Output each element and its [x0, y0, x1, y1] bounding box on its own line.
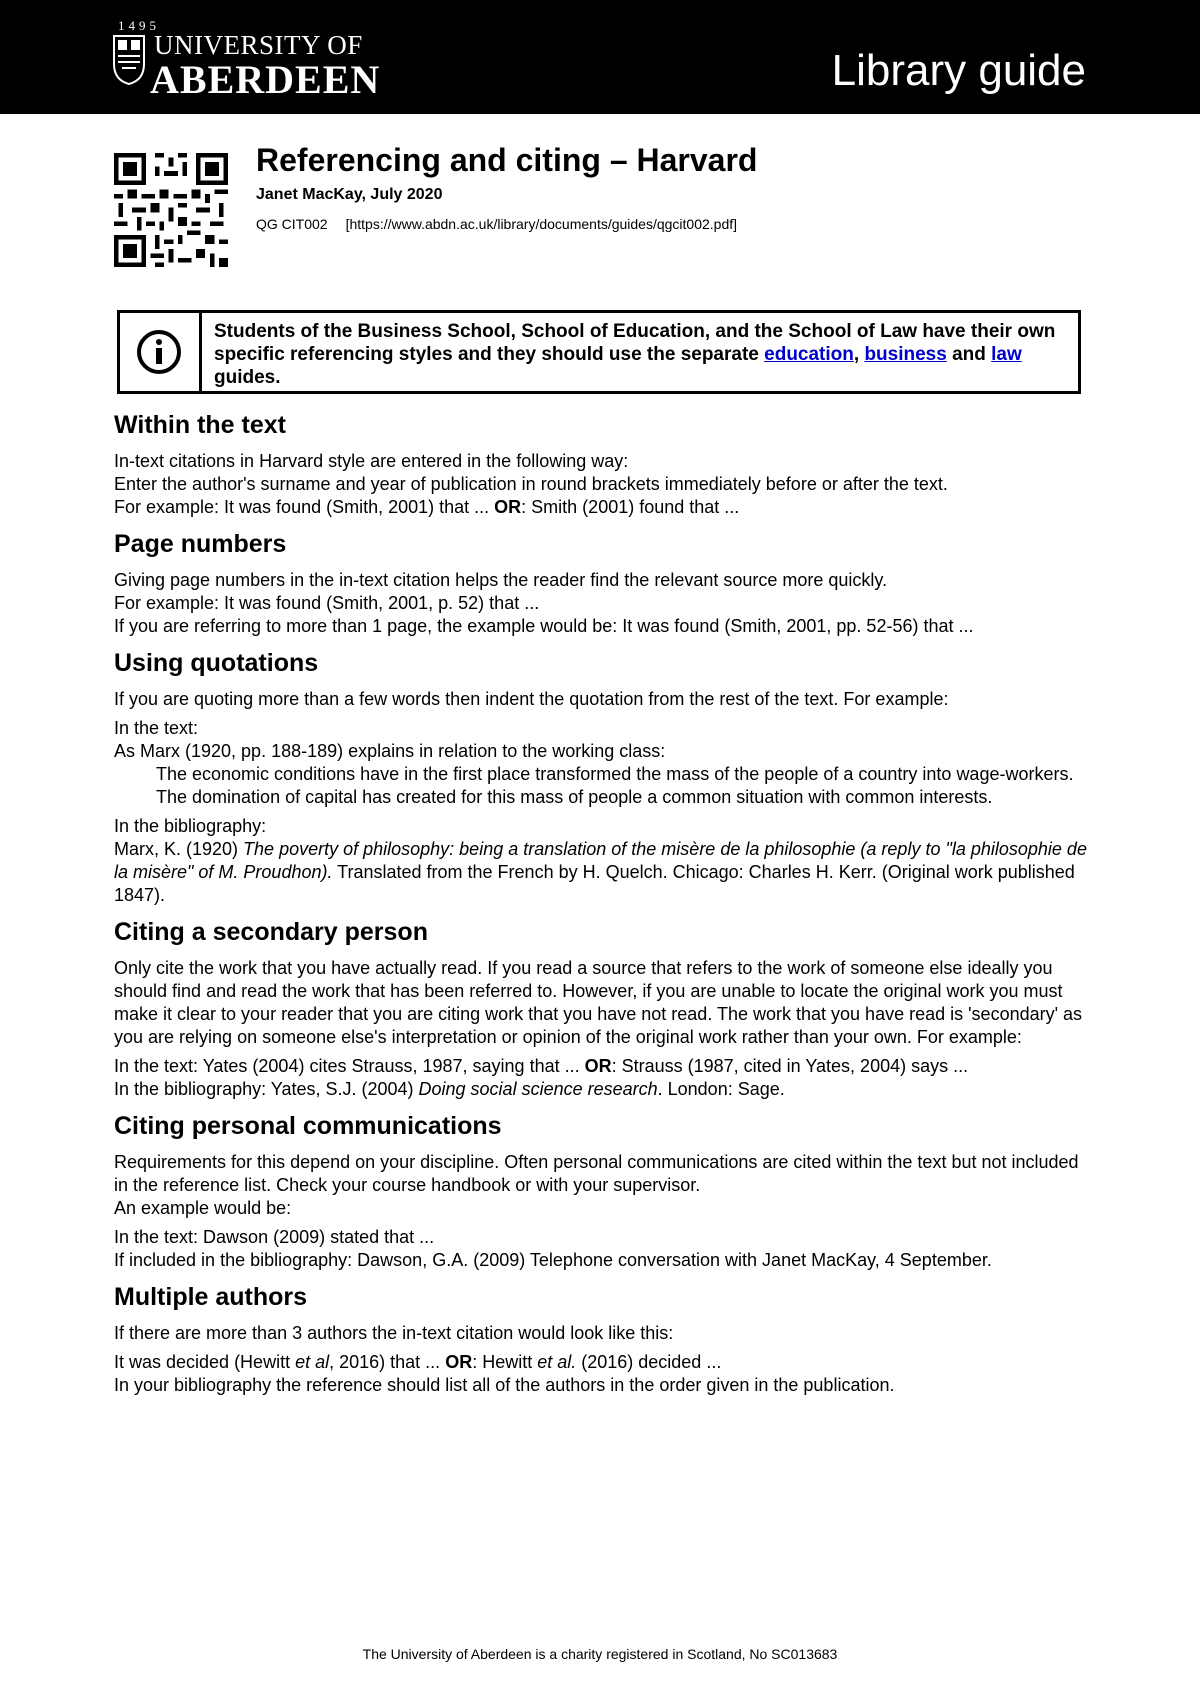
- within-ex-b: : Smith (2001) found that ...: [521, 497, 740, 517]
- guide-code: [256, 216, 737, 232]
- section-personal: [114, 1111, 1090, 1272]
- content: [114, 410, 1090, 1407]
- multiple-etal2: et al.: [537, 1352, 577, 1372]
- secondary-or: OR: [584, 1056, 612, 1076]
- notice-box: [117, 310, 1081, 394]
- within-line1: In-text citations in Harvard style are entered in the following way:: [114, 451, 629, 471]
- block-quote: The economic conditions have in the first place transformed the mass of the people of a country into wage-workers. The domination of capital has created for this mass of people a common situation with common interests.: [156, 764, 1074, 807]
- university-logo[interactable]: [112, 18, 382, 102]
- multiple-or: OR: [445, 1352, 473, 1372]
- within-line2: Enter the author's surname and year of publication in round brackets immediately before or after the text.: [114, 474, 948, 494]
- logo-line1: UNIVERSITY OF: [154, 30, 363, 60]
- notice-text-a: Students of the Business School, School of Education, and the School of Law have their own specific referencing styles and they should use the separate: [214, 321, 1056, 365]
- business-link[interactable]: business: [864, 344, 947, 365]
- marx-reference: [114, 838, 1090, 907]
- section-within-text: [114, 410, 1090, 519]
- multiple-ex-a: It was decided (Hewitt: [114, 1352, 296, 1372]
- section-multiple: [114, 1282, 1090, 1397]
- notice-icon-cell: [120, 313, 202, 391]
- multiple-ex: [114, 1351, 1090, 1374]
- notice-text-b: guides.: [214, 367, 281, 388]
- personal-line2: An example would be:: [114, 1198, 292, 1218]
- logo-line2: ABERDEEN: [150, 57, 381, 102]
- multiple-ex-c: : Hewitt: [472, 1352, 538, 1372]
- within-line3: [114, 496, 1090, 519]
- notice-comma: ,: [853, 344, 865, 365]
- guide-code-id: QG CIT002: [256, 216, 328, 232]
- info-icon: [136, 329, 182, 375]
- secondary-ex1: [114, 1055, 1090, 1078]
- pages-line3: If you are referring to more than 1 page, the example would be: It was found (Smith, 2001, pp. 52-56) that ...: [114, 616, 974, 636]
- secondary-ex1-a: In the text: Yates (2004) cites Strauss, 1987, saying that ...: [114, 1056, 585, 1076]
- secondary-ex2-title: Doing social science research: [418, 1079, 658, 1099]
- secondary-ex2-b: . London: Sage.: [657, 1079, 785, 1099]
- section-page-numbers: [114, 529, 1090, 638]
- multiple-line3: In your bibliography the reference should list all of the authors in the order given in the publication.: [114, 1375, 895, 1395]
- education-link[interactable]: education: [764, 344, 854, 365]
- heading-secondary: Citing a secondary person: [114, 918, 428, 946]
- heading-multiple: Multiple authors: [114, 1283, 308, 1311]
- heading-within-text: Within the text: [114, 411, 286, 439]
- bibliography-label: In the bibliography:: [114, 816, 267, 836]
- quotations-line2: In the text:: [114, 718, 199, 738]
- multiple-line1: If there are more than 3 authors the in-text citation would look like this:: [114, 1323, 674, 1343]
- logo-year: 1495: [118, 18, 160, 33]
- within-ex-a: For example: It was found (Smith, 2001) that ...: [114, 497, 495, 517]
- section-quotations: [114, 648, 1090, 907]
- personal-ex1: In the text: Dawson (2009) stated that ...: [114, 1227, 435, 1247]
- personal-para: Requirements for this depend on your discipline. Often personal communications are cited within the text but not included in the reference list. Check your course handbook or with your supervisor.: [114, 1152, 1079, 1195]
- heading-quotations: Using quotations: [114, 649, 319, 677]
- header-banner: [0, 0, 1200, 114]
- secondary-para: Only cite the work that you have actually read. If you read a source that refers to the work of someone else ideally you should find and read the work that has been referred to. However, if you are unable to locate the original work you must make it clear to your reader that you are citing work that you have not read. The work that you have read is 'secondary' as you are relying on someone else's interpretation or opinion of the original work rather than your own. For example:: [114, 958, 1083, 1047]
- pages-line2: For example: It was found (Smith, 2001, p. 52) that ...: [114, 593, 540, 613]
- library-guide-label: Library guide: [831, 46, 1086, 95]
- heading-personal: Citing personal communications: [114, 1112, 502, 1140]
- pages-line1: Giving page numbers in the in-text citation helps the reader find the relevant source more quickly.: [114, 570, 888, 590]
- multiple-ex-d: (2016) decided ...: [576, 1352, 722, 1372]
- multiple-etal1: et al: [295, 1352, 330, 1372]
- section-secondary: [114, 917, 1090, 1101]
- page-title: Referencing and citing – Harvard: [256, 142, 758, 178]
- secondary-ex2: [114, 1078, 1090, 1101]
- personal-ex2: If included in the bibliography: Dawson, G.A. (2009) Telephone conversation with Janet MacKay, 4 September.: [114, 1250, 992, 1270]
- law-link[interactable]: law: [991, 344, 1022, 365]
- marx-ref-b: Translated from the French by H. Quelch. Chicago: Charles H. Kerr. (Original work published 1847).: [114, 862, 1075, 905]
- notice-text: [214, 320, 1074, 389]
- quotations-line1: If you are quoting more than a few words then indent the quotation from the rest of the text. For example:: [114, 689, 949, 709]
- marx-ref-a: Marx, K. (1920): [114, 839, 244, 859]
- guide-url[interactable]: [https://www.abdn.ac.uk/library/documents/guides/qgcit002.pdf]: [345, 216, 738, 232]
- qr-code-icon: [114, 153, 228, 267]
- notice-and: and: [946, 344, 992, 365]
- footer-charity-text: The University of Aberdeen is a charity registered in Scotland, No SC013683: [362, 1646, 838, 1662]
- crest-icon: [112, 34, 146, 86]
- heading-page-numbers: Page numbers: [114, 530, 287, 558]
- quotations-line3: As Marx (1920, pp. 188-189) explains in relation to the working class:: [114, 741, 666, 761]
- secondary-ex1-b: : Strauss (1987, cited in Yates, 2004) says ...: [611, 1056, 969, 1076]
- secondary-ex2-a: In the bibliography: Yates, S.J. (2004): [114, 1079, 419, 1099]
- author-date: Janet MacKay, July 2020: [256, 186, 443, 203]
- within-or: OR: [494, 497, 522, 517]
- marx-ref-title: The poverty of philosophy: being a translation of the misère de la philosophie (a reply to "la philosophie de la misère" of M. Proudhon).: [114, 839, 1087, 882]
- multiple-ex-b: , 2016) that ...: [329, 1352, 446, 1372]
